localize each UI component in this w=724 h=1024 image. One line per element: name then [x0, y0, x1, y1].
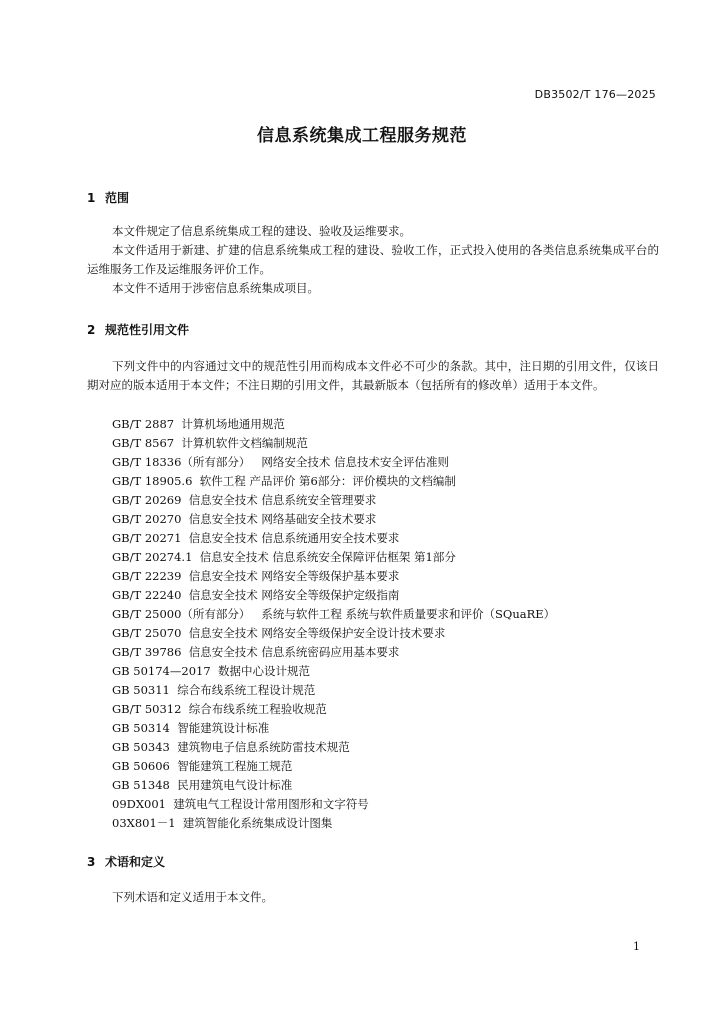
- reference-code: GB/T 25070: [112, 626, 182, 640]
- reference-code: GB 50606: [112, 759, 170, 773]
- reference-item: [112, 757, 555, 776]
- reference-item: [112, 567, 555, 586]
- reference-code: GB 50174—2017: [112, 664, 211, 678]
- reference-title: 系统与软件工程 系统与软件质量要求和评价（SQuaRE）: [257, 607, 556, 621]
- section-3-paragraph: 下列术语和定义适用于本文件。: [112, 890, 273, 904]
- reference-item: [112, 491, 555, 510]
- section-title: 规范性引用文件: [105, 323, 190, 337]
- reference-title: 信息安全技术 网络基础安全技术要求: [188, 512, 377, 526]
- section-1-paragraph: 本文件不适用于涉密信息系统集成项目。: [112, 281, 319, 295]
- reference-title: 综合布线系统工程验收规范: [188, 702, 327, 716]
- reference-code: GB/T 22239: [112, 569, 182, 583]
- reference-title: 信息安全技术 网络安全等级保护安全设计技术要求: [188, 626, 446, 640]
- reference-title: 信息安全技术 网络安全等级保护基本要求: [188, 569, 400, 583]
- section-3-heading: [87, 853, 165, 870]
- reference-code: GB/T 8567: [112, 436, 175, 450]
- section-2-paragraph: 下列文件中的内容通过文中的规范性引用而构成本文件必不可少的条款。其中，注日期的引用文件，仅该日期对应的版本适用于本文件；不注日期的引用文件，其最新版本（包括所有的修改单）适用于本文件。: [87, 359, 659, 392]
- reference-item: [112, 586, 555, 605]
- reference-title: 数据中心设计规范: [217, 664, 310, 678]
- section-1-heading: [87, 189, 129, 206]
- normative-references-list: [112, 415, 555, 833]
- section-title: 术语和定义: [105, 855, 166, 869]
- reference-code: 03X801－1: [112, 816, 176, 830]
- reference-item: [112, 776, 555, 795]
- reference-code: GB 50314: [112, 721, 170, 735]
- reference-title: 智能建筑工程施工规范: [177, 759, 293, 773]
- reference-item: [112, 719, 555, 738]
- reference-title: 信息安全技术 信息系统密码应用基本要求: [188, 645, 400, 659]
- reference-item: [112, 700, 555, 719]
- reference-title: 计算机场地通用规范: [181, 417, 285, 431]
- section-1-paragraph: 本文件规定了信息系统集成工程的建设、验收及运维要求。: [112, 224, 411, 238]
- reference-item: [112, 662, 555, 681]
- reference-item: [112, 510, 555, 529]
- reference-title: 信息安全技术 信息系统安全保障评估框架 第1部分: [199, 550, 456, 564]
- reference-item: [112, 529, 555, 548]
- reference-code: 09DX001: [112, 797, 166, 811]
- reference-title: 建筑智能化系统集成设计图集: [182, 816, 333, 830]
- reference-item: [112, 738, 555, 757]
- reference-title: 综合布线系统工程设计规范: [177, 683, 316, 697]
- reference-code: GB 50343: [112, 740, 170, 754]
- reference-code: GB/T 18905.6: [112, 474, 193, 488]
- reference-title: 信息安全技术 信息系统安全管理要求: [188, 493, 377, 507]
- reference-code: GB 50311: [112, 683, 170, 697]
- reference-item: [112, 795, 555, 814]
- reference-code: GB/T 22240: [112, 588, 182, 602]
- document-title: 信息系统集成工程服务规范: [257, 126, 467, 146]
- reference-item: [112, 605, 555, 624]
- reference-item: [112, 681, 555, 700]
- page-number: 1: [633, 940, 640, 953]
- section-1-paragraph: 本文件适用于新建、扩建的信息系统集成工程的建设、验收工作，正式投入使用的各类信息系统集成平台的运维服务工作及运维服务评价工作。: [87, 243, 659, 276]
- reference-title: 信息安全技术 信息系统通用安全技术要求: [188, 531, 400, 545]
- section-number: 1: [87, 191, 96, 205]
- reference-item: [112, 548, 555, 567]
- reference-code: GB 51348: [112, 778, 170, 792]
- reference-item: [112, 453, 555, 472]
- reference-code: GB/T 20271: [112, 531, 182, 545]
- standard-code: DB3502/T 176—2025: [534, 88, 656, 101]
- reference-code: GB/T 18336（所有部分）: [112, 455, 251, 469]
- reference-code: GB/T 20274.1: [112, 550, 193, 564]
- section-title: 范围: [105, 191, 130, 205]
- reference-title: 软件工程 产品评价 第6部分：评价模块的文档编制: [199, 474, 456, 488]
- reference-code: GB/T 2887: [112, 417, 175, 431]
- reference-title: 民用建筑电气设计标准: [177, 778, 293, 792]
- reference-title: 网络安全技术 信息技术安全评估准则: [257, 455, 450, 469]
- reference-title: 建筑物电子信息系统防雷技术规范: [177, 740, 350, 754]
- section-2-heading: [87, 321, 189, 338]
- reference-code: GB/T 20270: [112, 512, 182, 526]
- reference-item: [112, 415, 555, 434]
- reference-title: 建筑电气工程设计常用图形和文字符号: [173, 797, 369, 811]
- reference-item: [112, 434, 555, 453]
- reference-title: 信息安全技术 网络安全等级保护定级指南: [188, 588, 400, 602]
- section-number: 2: [87, 323, 96, 337]
- reference-item: [112, 472, 555, 491]
- reference-item: [112, 624, 555, 643]
- reference-code: GB/T 20269: [112, 493, 182, 507]
- reference-code: GB/T 50312: [112, 702, 182, 716]
- reference-title: 智能建筑设计标准: [177, 721, 270, 735]
- reference-item: [112, 643, 555, 662]
- reference-code: GB/T 39786: [112, 645, 182, 659]
- reference-item: [112, 814, 555, 833]
- reference-code: GB/T 25000（所有部分）: [112, 607, 251, 621]
- section-number: 3: [87, 855, 96, 869]
- reference-title: 计算机软件文档编制规范: [181, 436, 308, 450]
